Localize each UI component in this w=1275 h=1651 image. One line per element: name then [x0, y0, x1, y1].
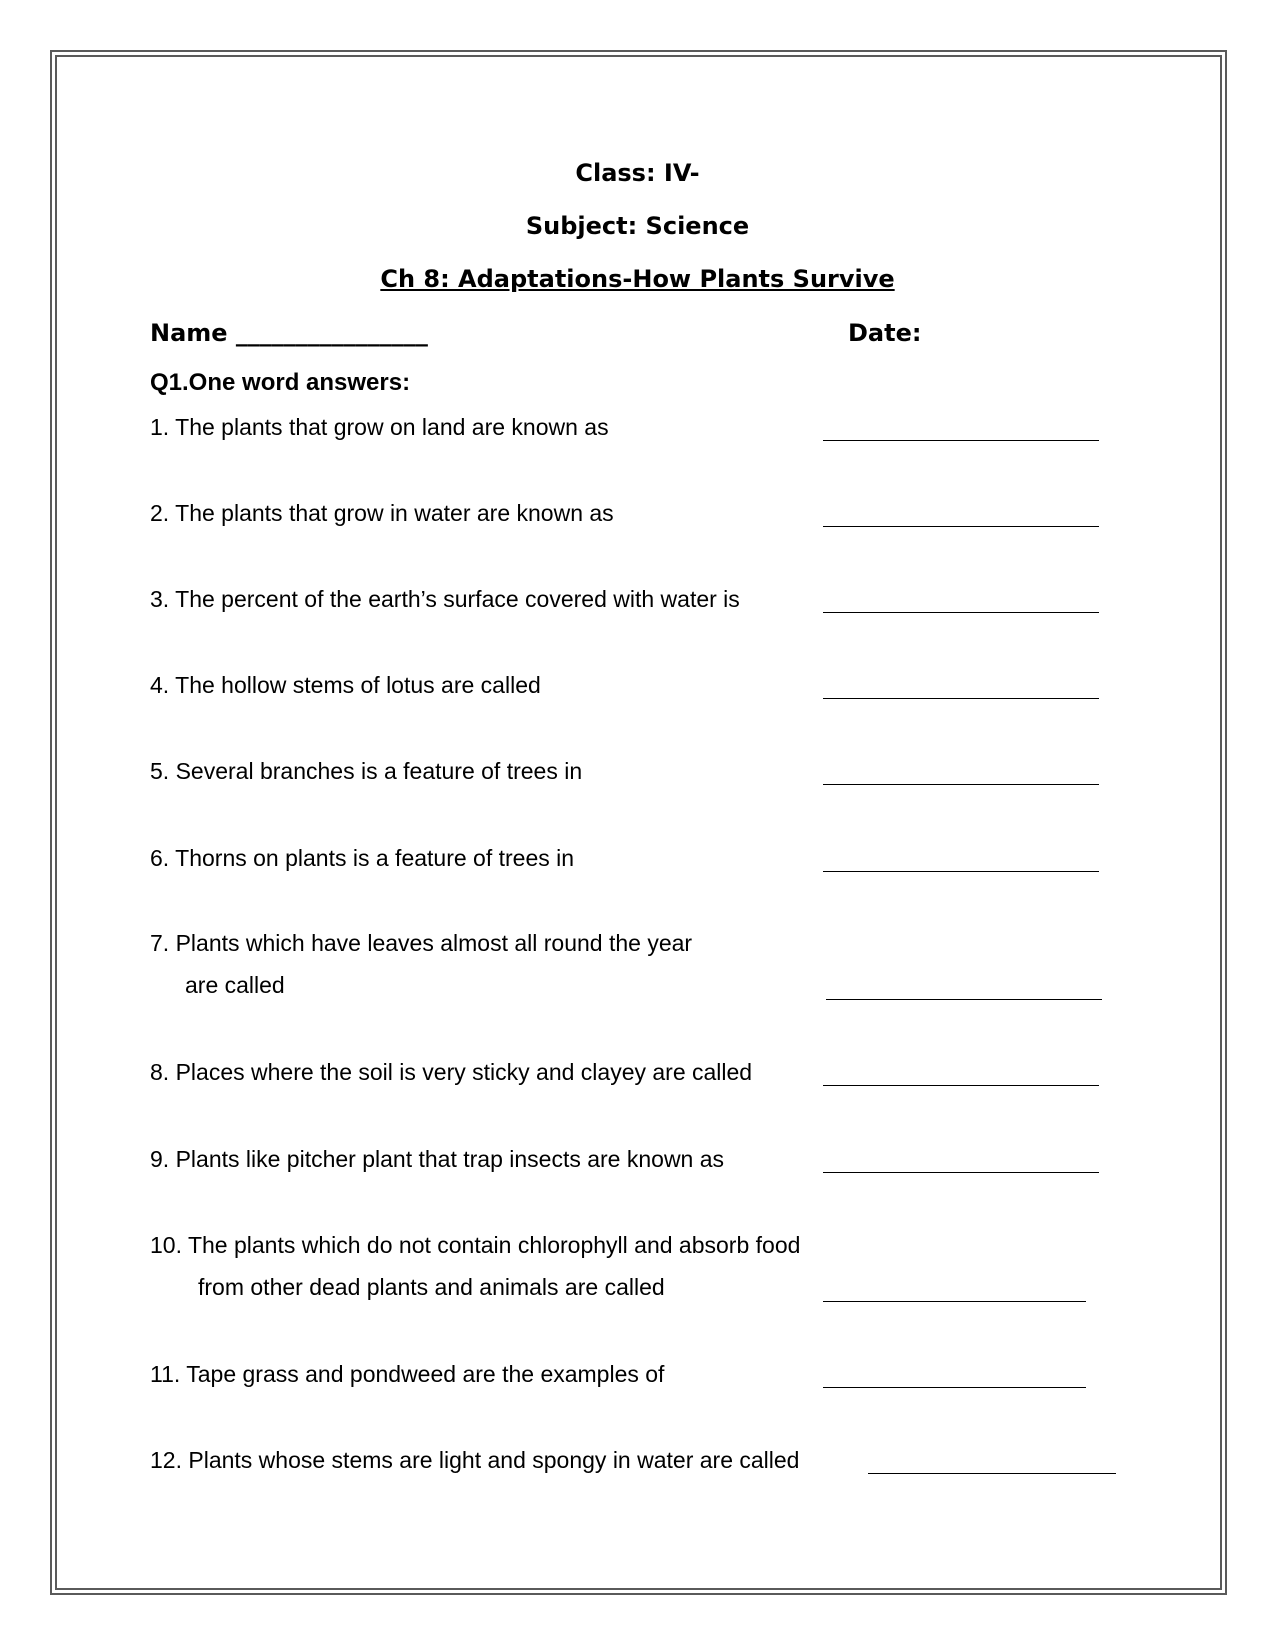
question-text: 8. Places where the soil is very sticky and clayey are called: [150, 1059, 753, 1085]
question-9: [150, 1144, 724, 1174]
question-text: 10. The plants which do not contain chlorophyll and absorb food: [150, 1232, 801, 1258]
date-field[interactable]: Date:: [848, 319, 922, 347]
answer-blank-6[interactable]: [823, 871, 1099, 872]
answer-blank-8[interactable]: [823, 1085, 1099, 1086]
question-11: [150, 1359, 664, 1389]
answer-blank-5[interactable]: [823, 784, 1099, 785]
question-2: [150, 498, 614, 528]
question-text: 5. Several branches is a feature of trees in: [150, 758, 583, 784]
question-text: 6. Thorns on plants is a feature of trees in: [150, 845, 575, 871]
answer-blank-2[interactable]: [823, 526, 1099, 527]
question-text-continued: from other dead plants and animals are called: [198, 1274, 665, 1300]
answer-blank-4[interactable]: [823, 698, 1099, 699]
class-heading: Class: IV-: [575, 159, 700, 187]
answer-blank-3[interactable]: [823, 612, 1099, 613]
question-text: 7. Plants which have leaves almost all round the year: [150, 930, 693, 956]
chapter-title: Ch 8: Adaptations-How Plants Survive: [380, 265, 895, 293]
answer-blank-11[interactable]: [823, 1387, 1086, 1388]
question-6: [150, 843, 574, 873]
answer-blank-7[interactable]: [826, 999, 1102, 1000]
answer-blank-9[interactable]: [823, 1172, 1099, 1173]
subject-heading: Subject: Science: [525, 212, 750, 240]
question-4: [150, 670, 541, 700]
question-7: [150, 928, 692, 1000]
question-text-continued: are called: [185, 972, 285, 998]
question-3: [150, 584, 740, 614]
question-1: [150, 412, 609, 442]
question-8: [150, 1057, 752, 1087]
name-field[interactable]: Name ________________: [150, 319, 428, 347]
question-text: 4. The hollow stems of lotus are called: [150, 672, 541, 698]
question-text: 2. The plants that grow in water are known as: [150, 500, 614, 526]
answer-blank-1[interactable]: [823, 440, 1099, 441]
section-title: Q1.One word answers:: [150, 369, 411, 396]
question-text: 11. Tape grass and pondweed are the examples of: [150, 1361, 665, 1387]
answer-blank-10[interactable]: [823, 1301, 1086, 1302]
question-10: [150, 1230, 800, 1302]
question-text: 3. The percent of the earth’s surface covered with water is: [150, 586, 740, 612]
question-text: 9. Plants like pitcher plant that trap insects are known as: [150, 1146, 725, 1172]
question-text: 1. The plants that grow on land are known as: [150, 414, 609, 440]
question-12: [150, 1445, 799, 1475]
question-5: [150, 756, 582, 786]
question-text: 12. Plants whose stems are light and spongy in water are called: [150, 1447, 800, 1473]
answer-blank-12[interactable]: [868, 1473, 1116, 1474]
